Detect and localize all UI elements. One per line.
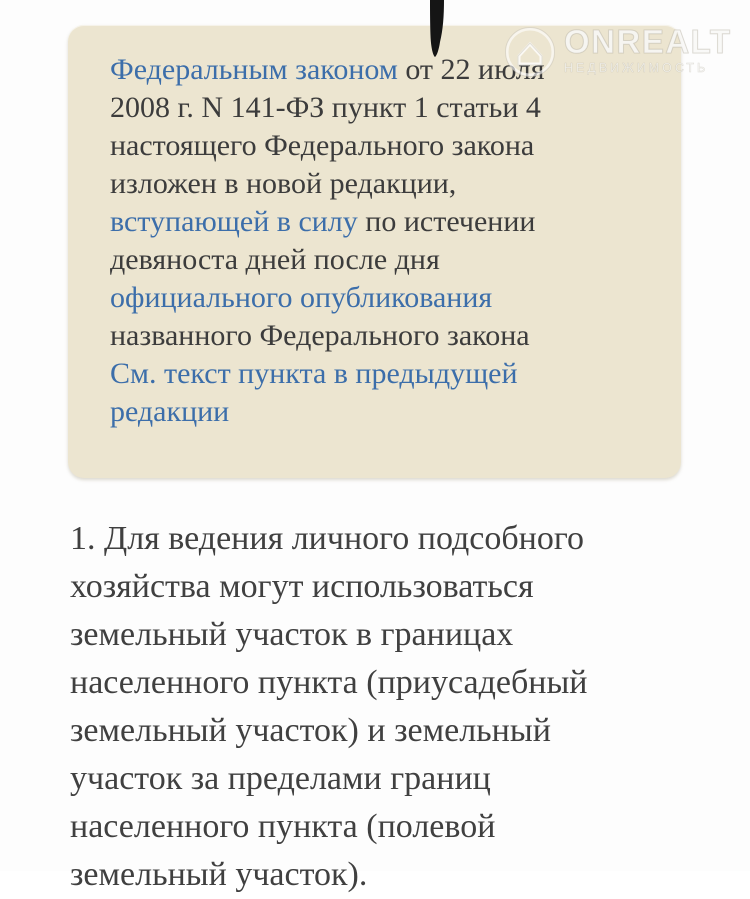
text-run: изложен в новой редакции, bbox=[110, 167, 457, 200]
body-line: хозяйства могут использоваться bbox=[70, 568, 534, 605]
inline-link[interactable]: редакции bbox=[110, 395, 230, 428]
inline-link[interactable]: См. текст пункта в предыдущей bbox=[110, 357, 518, 390]
body-line: участок за пределами границ bbox=[70, 760, 491, 797]
text-run: девяноста дней после дня bbox=[110, 243, 440, 276]
text-run: от 22 июля bbox=[397, 53, 545, 86]
body-line: населенного пункта (полевой bbox=[70, 808, 496, 845]
text-run: 2008 г. N 141-ФЗ пункт 1 статьи 4 bbox=[110, 91, 541, 124]
text-run: названного Федерального закона bbox=[110, 319, 530, 352]
body-line: земельный участок в границах bbox=[70, 616, 514, 653]
body-line: земельный участок). bbox=[70, 856, 368, 893]
inline-link[interactable]: Федеральным законом bbox=[110, 53, 398, 86]
body-line: 1. Для ведения личного подсобного bbox=[70, 520, 584, 557]
body-line: населенного пункта (приусадебный bbox=[70, 664, 588, 701]
watermark-brand: ONREALT bbox=[564, 23, 732, 60]
law-amendment-note-text bbox=[110, 51, 545, 431]
law-article-paragraph bbox=[70, 515, 588, 899]
pen-tip-mark bbox=[424, 0, 450, 65]
body-line: земельный участок) и земельный bbox=[70, 712, 551, 749]
law-amendment-note-box bbox=[68, 25, 681, 478]
inline-link[interactable]: официального опубликования bbox=[110, 281, 493, 314]
watermark-tagline: НЕДВИЖИМОСТЬ bbox=[564, 61, 709, 75]
text-run: по истечении bbox=[357, 205, 536, 238]
inline-link[interactable]: вступающей в силу bbox=[110, 205, 358, 238]
text-run: настоящего Федерального закона bbox=[110, 129, 535, 162]
